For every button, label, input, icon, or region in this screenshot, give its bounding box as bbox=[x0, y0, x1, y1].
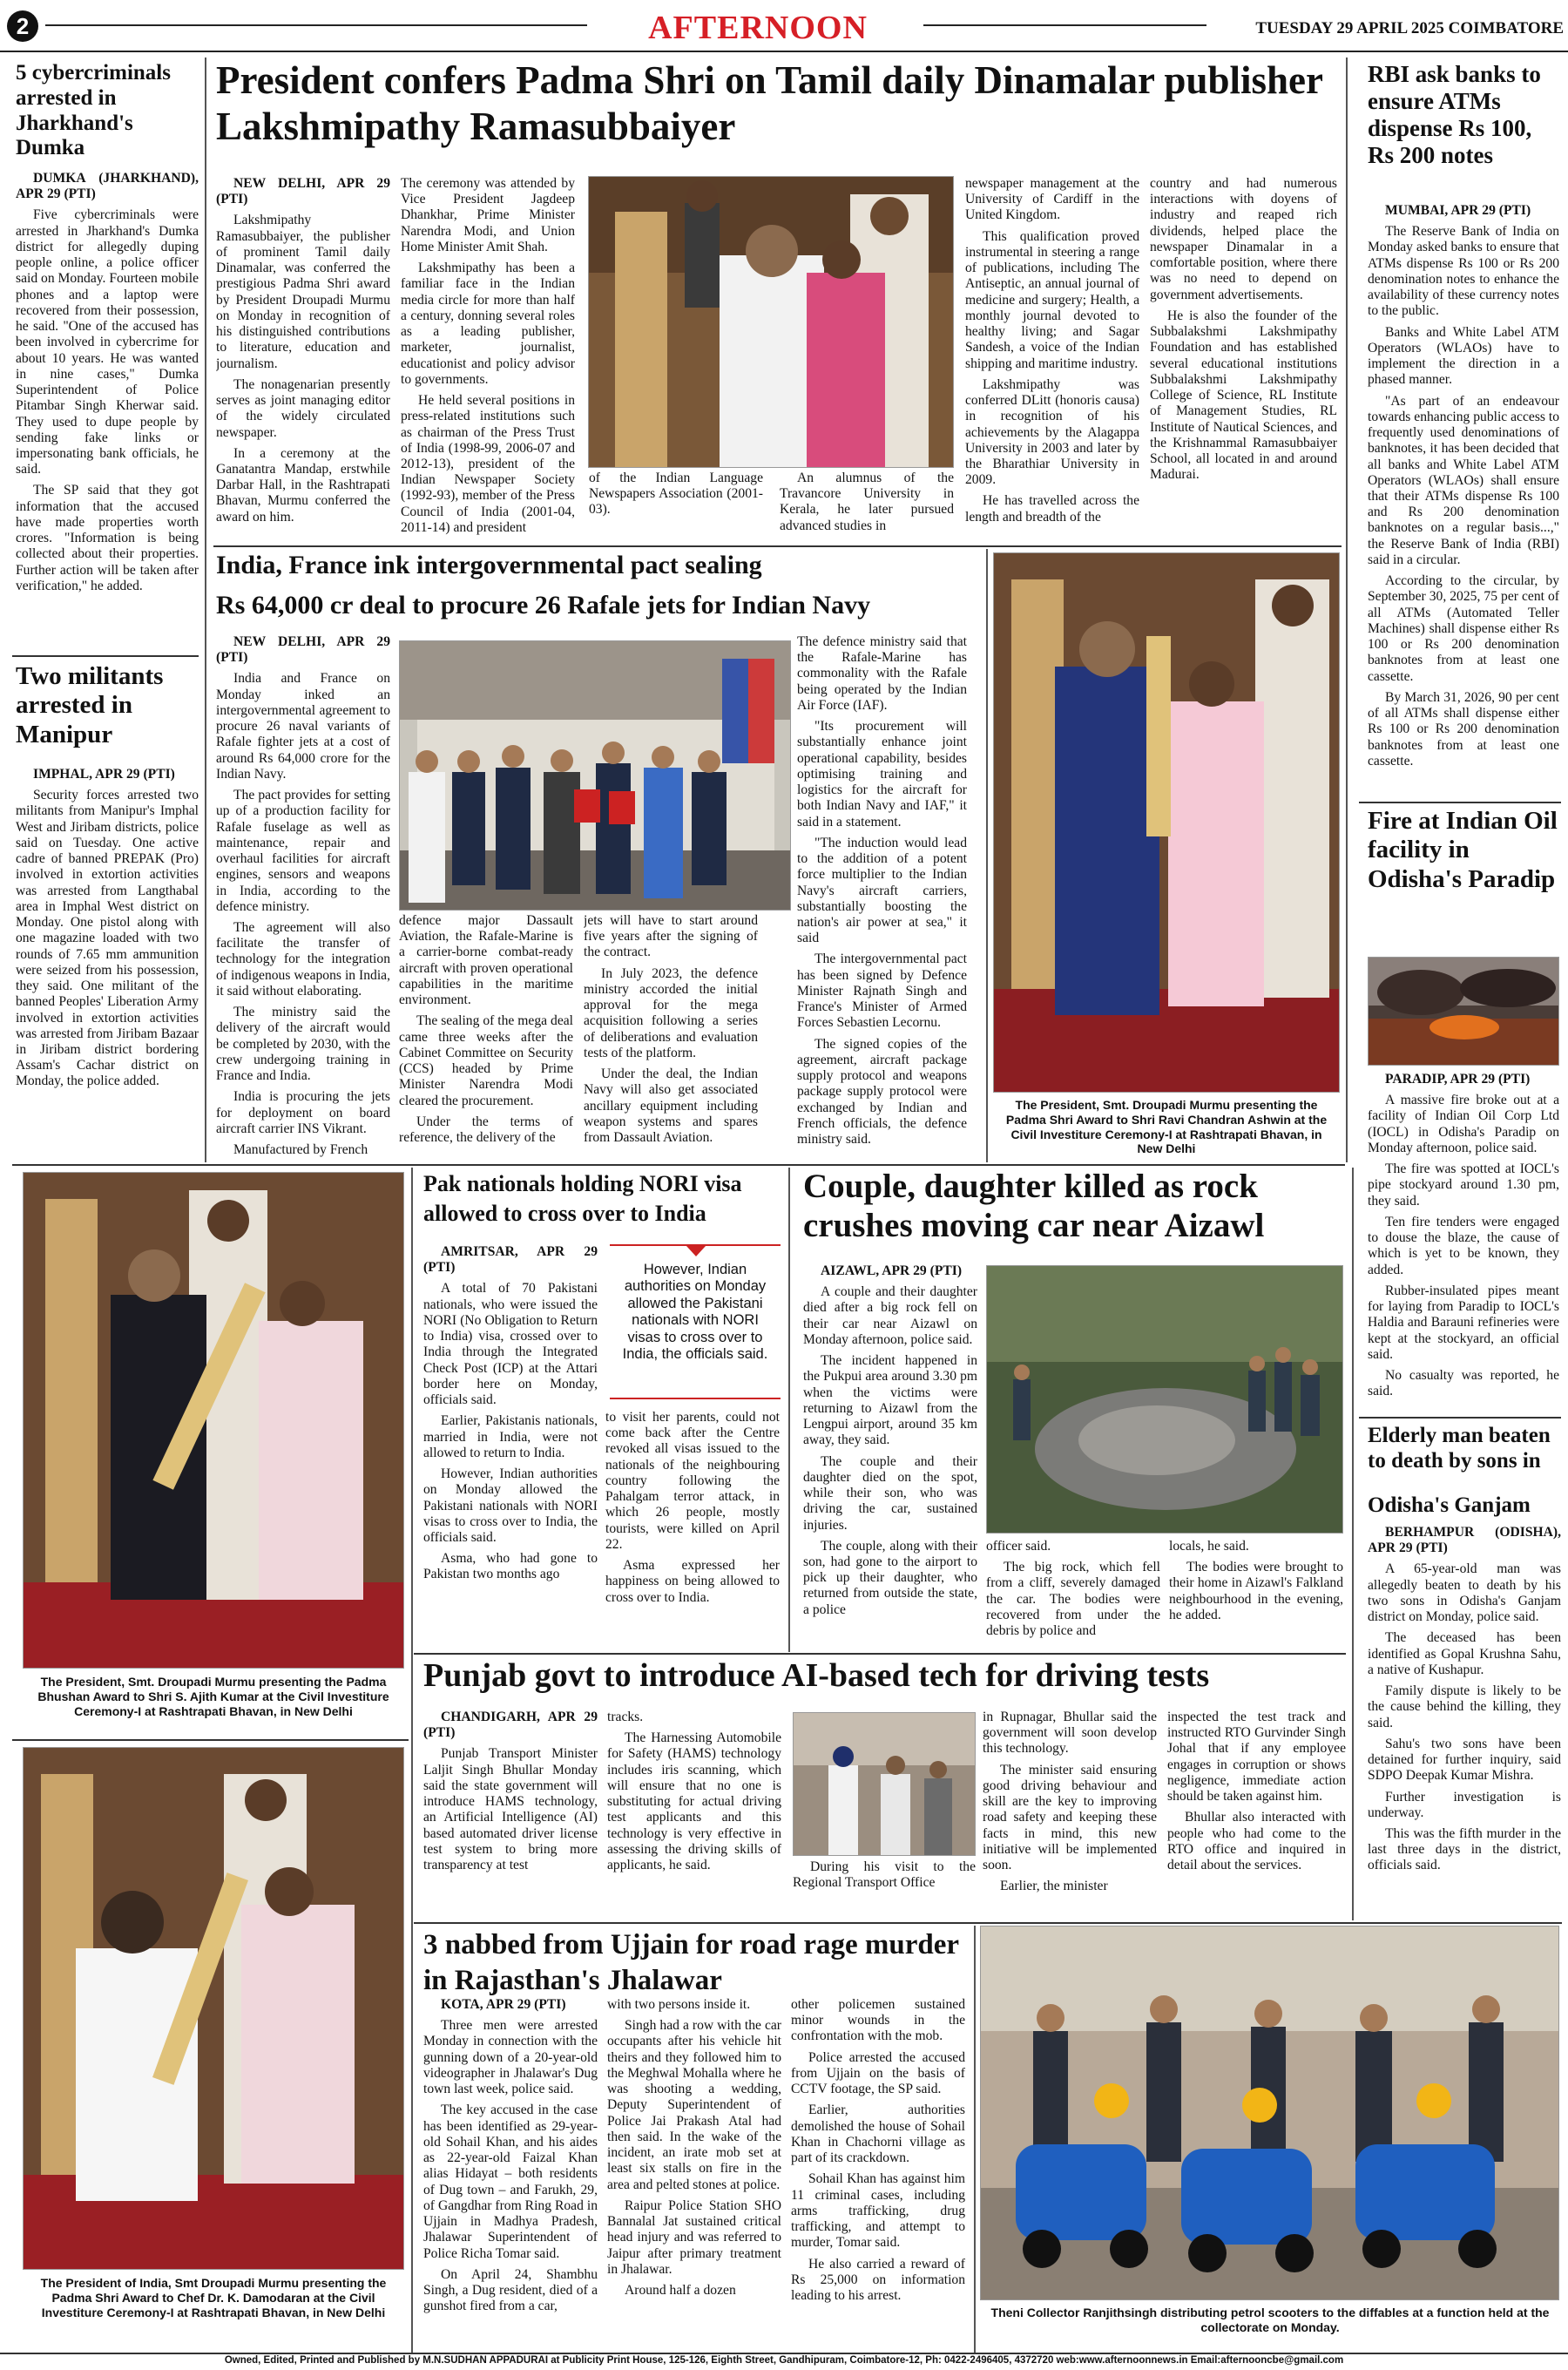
story-cyber: DUMKA (JHARKHAND), APR 29 (PTI) Five cybercriminals were arrested in Jharkhand's Dumka district for allegedly duping people online, a police officer said on Monday. Fourteen mobile phones and a laptop were recovered from their possession, he said. "One of the accused has been involved in cybercrime for about 10 years. He was wanted in nine cases," Dumka Superintendent of Police Pitambar Singh Kherwar said. They used to dupe people by sending fake links or impersonating bank officials, he said. The SP said that they got information that the accused have made properties worth crores. "Information is being collected about their properties. Further action will be taken after verification," he added. bbox=[16, 171, 199, 593]
headline-fire: Fire at Indian Oil facility in Odisha's Paradip bbox=[1368, 807, 1558, 893]
headline-rbi: RBI ask banks to ensure ATMs dispense Rs 100, Rs 200 notes bbox=[1368, 61, 1541, 169]
dateline-header: TUESDAY 29 APRIL 2025 COIMBATORE bbox=[1255, 19, 1564, 37]
ujjain-col-1: KOTA, APR 29 (PTI) Three men were arrested Monday in connection with the gunning down of a 20-year-old videographer in Jhalawar's Dug town last week, police said. The key accused in the case has been identified as 29-year-old Sohail Khan, and his aides as 22-year-old Faizal Khan alias Hidayat – both residents of Dug town – and Farukh, 29, of Gangdhar from Ring Road in Ujjain in Madhya Pradesh, Jhalawar Superintendent of Police Richa Tomar said. On April 24, Shambhu Singh, a Dug resident, died of a gunshot fired from a car, bbox=[423, 1997, 598, 2314]
lead-col-5: newspaper management at the University of Cardiff in the United Kingdom. This qualification proved instrumental in steering a range of publications, including The Antiseptic, an annual journal of medicine and surgery; Health, a monthly journal devoted to healthy living; and Sagar Sandesh, a voice of the Indian shipping and maritime industry. Lakshmipathy was conferred DLitt (honoris causa) in recognition of his achievements by the Alagappa University in 2003 and later by the Bharathiar University in 2009. He has travelled across the length and breadth of the bbox=[965, 176, 1139, 525]
caption-damodaran: The President of India, Smt Droupadi Murmu presenting the Padma Shri Award to Chef Dr. K. Damodaran at the Civil Investiture Ceremony-I at Rashtrapati Bhavan, in New Delhi bbox=[40, 2276, 387, 2319]
aizawl-col-1: AIZAWL, APR 29 (PTI) A couple and their daughter died after a big rock fell on their car near Aizawl on Monday afternoon, police said. The incident happened in the Pukpui area around 3.30 pm when the victims were returning to Aizawl from the Lengpui airport, around 35 km away, they said. The couple and their daughter died on the spot, while their son, who was driving the car, sustained injuries. The couple, along with their son, had gone to the airport to pick up their daughter, who returned from outside the state, a police bbox=[803, 1263, 977, 1617]
nori-col-2: to visit her parents, could not come back after the Centre revoked all visas issued to the nationals of the neighbouring country following the Pahalgam terror attack, in which 26 people, mostly tourists, were killed on April 22. Asma expressed her happiness on being allowed to cross over to India. bbox=[605, 1410, 780, 1605]
headline-cyber: 5 cybercriminals arrested in Jharkhand's Dumka bbox=[16, 61, 171, 160]
rafale-col-2: defence major Dassault Aviation, the Rafale-Marine is a carrier-borne combat-ready aircraft with proven operational capabilities in the maritime environment. The sealing of the mega deal came three weeks after the Cabinet Committee on Security (CCS) headed by Prime Minister Narendra Modi cleared the procurement. Under the terms of reference, the delivery of the bbox=[399, 913, 573, 1146]
lead-col-6: country and had numerous interactions with doyens of industry and reaped rich dividends, helped place the newspaper Dinamalar in a comfortable position, where there was no need to depend on government advertisements. He is also the founder of the Subbalakshmi Lakshmipathy Foundation and has established several educational institutions Subbalakshmi Lakshmipathy College of Science, RL Institute of Management Studies, RL Institute of Nautical Sciences, and the Krishnammal Ramasubbaiyer School, all located in and around Madurai. bbox=[1150, 176, 1337, 483]
headline-rafale-1: India, France ink intergovernmental pact sealing bbox=[216, 551, 762, 579]
headline-punjab: Punjab govt to introduce AI-based tech for driving tests bbox=[423, 1657, 1210, 1694]
photo-aizawl-crash bbox=[986, 1265, 1343, 1534]
punjab-col-3: in Rupnagar, Bhullar said the government will soon develop this technology. The minister said ensuring good driving behaviour and skill are the key to improving road safety and keeping these facts in mind, this new initiative will be implemented soon. Earlier, the minister bbox=[983, 1710, 1157, 1894]
story-manipur: IMPHAL, APR 29 (PTI) Security forces arrested two militants from Manipur's Imphal West and Jiribam districts, police said on Tuesday. One active cadre of banned PREPAK (Pro) involved in extortion activities was arrested from Langthabal area in Imphal West district on Monday. One pistol along with one magazine loaded with two rounds of 7.65 mm ammunition were seized from his possession, they said. One militant of the banned Peoples' Liberation Army involved in extortion activities was arrested from Jiribam Bazaar in Jiribam district bordering Assam's Cachar district on Monday, the police added. bbox=[16, 767, 199, 1089]
aizawl-col-3: locals, he said. The bodies were brought to their home in Aizawl's Falkland neighbourhood in the evening, he added. bbox=[1169, 1539, 1343, 1622]
caption-ashwin: The President, Smt. Droupadi Murmu presenting the Padma Shri Award to Shri Ravi Chandran Ashwin at the Civil Investiture Ceremony-I at Rashtrapati Bhavan, in New Delhi bbox=[1005, 1098, 1328, 1156]
page-number: 2 bbox=[7, 10, 38, 42]
pull-quote-arrow-icon bbox=[686, 1246, 706, 1256]
punjab-col-4: inspected the test track and instructed RTO Gurvinder Singh Johal that if any employee engages in corruption or shows negligence, immediate action should be taken against him. Bhullar also interacted with people who had come to the RTO office and inquired in detail about the services. bbox=[1167, 1710, 1346, 1873]
story-rbi: MUMBAI, APR 29 (PTI) The Reserve Bank of India on Monday asked banks to ensure that ATMs dispense Rs 100 or Rs 200 denomination notes to enhance the availability of these currency notes to the public. Banks and White Label ATM Operators (WLAOs) have to implement the direction in a phased manner. "As part of an endeavour towards enhancing public access to frequently used denominations of banknotes, it has been decided that all banks and White Label ATM Operators (WLAOs) shall ensure that their ATMs dispense Rs 100 and Rs 200 denomination banknotes on a regular basis...," the Reserve Bank of India (RBI) said in a circular. According to the circular, by September 30, 2025, 75 per cent of all ATMs (Automated Teller Machines) shall dispense either Rs 100 or Rs 200 denomination banknotes from at least one cassette. By March 31, 2026, 90 per cent of all ATMs shall dispense either Rs 100 or Rs 200 denomination banknotes from at least one cassette. bbox=[1368, 203, 1559, 769]
headline-ujjain: 3 nabbed from Ujjain for road rage murder in Rajasthan's Jhalawar bbox=[423, 1929, 959, 1997]
rafale-col-4: The defence ministry said that the Rafale-Marine has commonality with the Rafale being operated by the Indian Air Force (IAF). "Its procurement will substantially enhance joint operational capability, besides optimising training and logistics for the aircraft for both Indian Navy and IAF," it said in a statement. "The induction would lead to the addition of a potent force multiplier to the Indian Navy's aircraft carriers, substantially boosting the nation's air power at sea," it said The intergovernmental pact has been signed by Defence Minister Rajnath Singh and France's Minister of Armed Forces Sebastien Lecornu. The signed copies of the agreement, aircraft package supply protocol and weapons package supply protocol were exchanged by Indian and French officials, the defence ministry said. bbox=[797, 634, 967, 1148]
caption-theni: Theni Collector Ranjithsingh distributing petrol scooters to the diffables at a function held at the collectorate on Monday. bbox=[990, 2306, 1550, 2334]
photo-rafale-signing bbox=[399, 640, 791, 911]
nori-col-1: AMRITSAR, APR 29 (PTI) A total of 70 Pakistani nationals, who were issued the NORI (No Obligation to Return to India) visa, crossed over to India through the Integrated Check Post (ICP) at the Attari border here on Monday, officials said. Earlier, Pakistanis nationals, married in India, were not allowed to return to India. However, Indian authorities on Monday allowed the Pakistani nationals with NORI visas to cross over to India, the officials said. Asma, who had gone to Pakistan two months ago bbox=[423, 1244, 598, 1582]
caption-ajith: The President, Smt. Droupadi Murmu presenting the Padma Bhushan Award to Shri S. Ajith Kumar at the Civil Investiture Ceremony-I at Rashtrapati Bhavan, in New Delhi bbox=[37, 1675, 389, 1718]
story-fire: PARADIP, APR 29 (PTI) A massive fire broke out at a facility of Indian Oil Corp Ltd (IOCL) in Odisha's Paradip on Monday afternoon, police said. The fire was spotted at IOCL's pipe stockyard around 1.30 pm, they said. Ten fire tenders were engaged to douse the blaze, the cause of which is yet to be known, they added. Rubber-insulated pipes meant for laying from Paradip to IOCL's Haldia and Barauni refineries were kept at the stockyard, an official said. No casualty was reported, he said. bbox=[1368, 1072, 1559, 1399]
rafale-col-1: NEW DELHI, APR 29 (PTI) India and France on Monday inked an intergovernmental agreement to procure 26 naval variants of Rafale fighter jets at a cost of around Rs 64,000 crore for the Indian Navy. The pact provides for setting up of a production facility for Rafale fuselage as well as maintenance, repair and overhaul facilities for aircraft engines, sensors and weapons in India, according to the defence ministry. The agreement will also facilitate the transfer of technology for the integration of indigenous weapons in India, it said without elaborating. The ministry said the delivery of the aircraft would be completed by 2030, with the crew undergoing training in France and India. India is procuring the jets for deployment on board aircraft carrier INS Vikrant. Manufactured by French bbox=[216, 634, 390, 1157]
lead-col-3: of the Indian Language Newspapers Association (2001-03). bbox=[589, 471, 763, 518]
headline-lead: President confers Padma Shri on Tamil daily Dinamalar publisher Lakshmipathy Ramasubbaiyer bbox=[216, 58, 1323, 149]
footer-imprint: Owned, Edited, Printed and Published by M.N.SUDHAN APPADURAI at Publicity Print House, 125-126, Eighth Street, Gandhipuram, Coimbatore-12, Ph: 0422-2496405, 4372720 web:www.afternoonnews.in Email:afternooncbe@gmail.com bbox=[224, 2355, 1344, 2366]
ujjain-col-2: with two persons inside it. Singh had a row with the car occupants after his vehicle hit theirs and they followed him to the Meghwal Mohalla where he was shooting a wedding, Deputy Superintendent of Police Jai Prakash Atal had then said. In the wake of the incident, an irate mob set at least six stalls on fire in the area and pelted stones at police. Raipur Police Station SHO Bannalal Jat sustained critical head injury and was referred to Jaipur after primary treatment in Jhalawar. Around half a dozen bbox=[607, 1997, 781, 2298]
punjab-col-2: tracks. The Harnessing Automobile for Safety (HAMS) technology includes iris scanning, which will ensure that no one is substituting for actual driving test applicants and this technology is very effective in assessing the driving skills of applicants, he said. bbox=[607, 1710, 781, 1873]
story-elderly: BERHAMPUR (ODISHA), APR 29 (PTI) A 65-year-old man was allegedly beaten to death by his two sons in Odisha's Ganjam district on Monday, police said. The deceased has been identified as Gopal Krushna Sahu, a native of Kushapur. Family dispute is likely to be the cause behind the killing, they said. Sahu's two sons have been detained for further inquiry, said SDPO Deepak Kumar Mishra. Further investigation is underway. This was the fifth murder in the last three days in the district, officials said. bbox=[1368, 1525, 1561, 1873]
masthead bbox=[0, 0, 1568, 52]
photo-ashwin bbox=[993, 552, 1340, 1093]
photo-theni-scooters bbox=[980, 1926, 1559, 2300]
headline-aizawl: Couple, daughter killed as rock crushes moving car near Aizawl bbox=[803, 1168, 1265, 1244]
headline-nori: Pak nationals holding NORI visa allowed to cross over to India bbox=[423, 1171, 742, 1226]
brand-logo: AFTERNOON bbox=[648, 10, 868, 46]
photo-punjab-rto bbox=[793, 1712, 976, 1856]
headline-elderly-1: Elderly man beaten to death by sons in bbox=[1368, 1424, 1551, 1473]
photo-lakshmipathy bbox=[588, 176, 954, 468]
rafale-col-3: jets will have to start around five years after the signing of the contract. In July 2023, the defence ministry accorded the initial approval for the mega acquisition following a series of deliberations and evaluation tests of the platform. Under the deal, the Indian Navy will also get associated ancillary equipment including weapon systems and spares from Dassault Aviation. bbox=[584, 913, 758, 1146]
aizawl-col-2: officer said. The big rock, which fell from a cliff, severely damaged the car. The bodies were recovered from under the debris by police and bbox=[986, 1539, 1160, 1639]
photo-fire bbox=[1368, 957, 1559, 1066]
headline-manipur: Two militants arrested in Manipur bbox=[16, 662, 164, 748]
punjab-photo-caption: During his visit to the Regional Transport Office bbox=[793, 1859, 976, 1891]
ujjain-col-3: other policemen sustained minor wounds in the confrontation with the mob. Police arrested the accused from Ujjain on the basis of CCTV footage, the SP said. Earlier, authorities demolished the house of Sohail Khan in Chachorni village as part of its crackdown. Sohail Khan has against him 11 criminal cases, including arms trafficking, drug trafficking, and attempt to murder, Tomar said. He also carried a reward of Rs 25,000 on information leading to his arrest. bbox=[791, 1997, 965, 2303]
photo-damodaran bbox=[23, 1747, 404, 2270]
headline-rafale-2: Rs 64,000 cr deal to procure 26 Rafale jets for Indian Navy bbox=[216, 591, 871, 620]
lead-col-1: NEW DELHI, APR 29 (PTI) Lakshmipathy Ramasubbaiyer, the publisher of prominent Tamil daily Dinamalar, was conferred the prestigious Padma Shri award by President Droupadi Murmu on Monday in recognition of his distinguished contributions to literature, education and journalism. The nonagenarian presently serves as joint managing editor of the widely circulated newspaper. In a ceremony at the Ganatantra Mandap, erstwhile Darbar Hall, in the Rashtrapati Bhavan, Murmu conferred the award on him. bbox=[216, 176, 390, 525]
pull-quote-nori: However, Indian authorities on Monday allowed the Pakistani nationals with NORI visas to cross over to India, the officials said. bbox=[610, 1244, 781, 1401]
lead-col-2: The ceremony was attended by Vice President Jagdeep Dhankhar, Prime Minister Narendra Modi, and Union Home Minister Amit Shah. Lakshmipathy has been a familiar face in the Indian media circle for more than half a century, donning several roles as a leading publisher, marketer, journalist, educationist and policy advisor to governments. He held several positions in press-related institutions such as chairman of the Press Trust of India (1998-99, 2006-07 and 2012-13), president of the Indian Newspaper Society (1992-93), member of the Press Council of India (2001-04, 2011-14) and president bbox=[401, 176, 575, 535]
headline-elderly-2: Odisha's Ganjam bbox=[1368, 1493, 1531, 1517]
punjab-col-1: CHANDIGARH, APR 29 (PTI) Punjab Transport Minister Laljit Singh Bhullar Monday said the state government will introduce HAMS technology, an Artificial Intelligence (AI) based automated driver license test system to bring more transparency at test bbox=[423, 1710, 598, 1873]
photo-ajith bbox=[23, 1172, 404, 1669]
lead-col-4: An alumnus of the Travancore University in Kerala, he later pursued advanced studies in bbox=[780, 471, 954, 533]
